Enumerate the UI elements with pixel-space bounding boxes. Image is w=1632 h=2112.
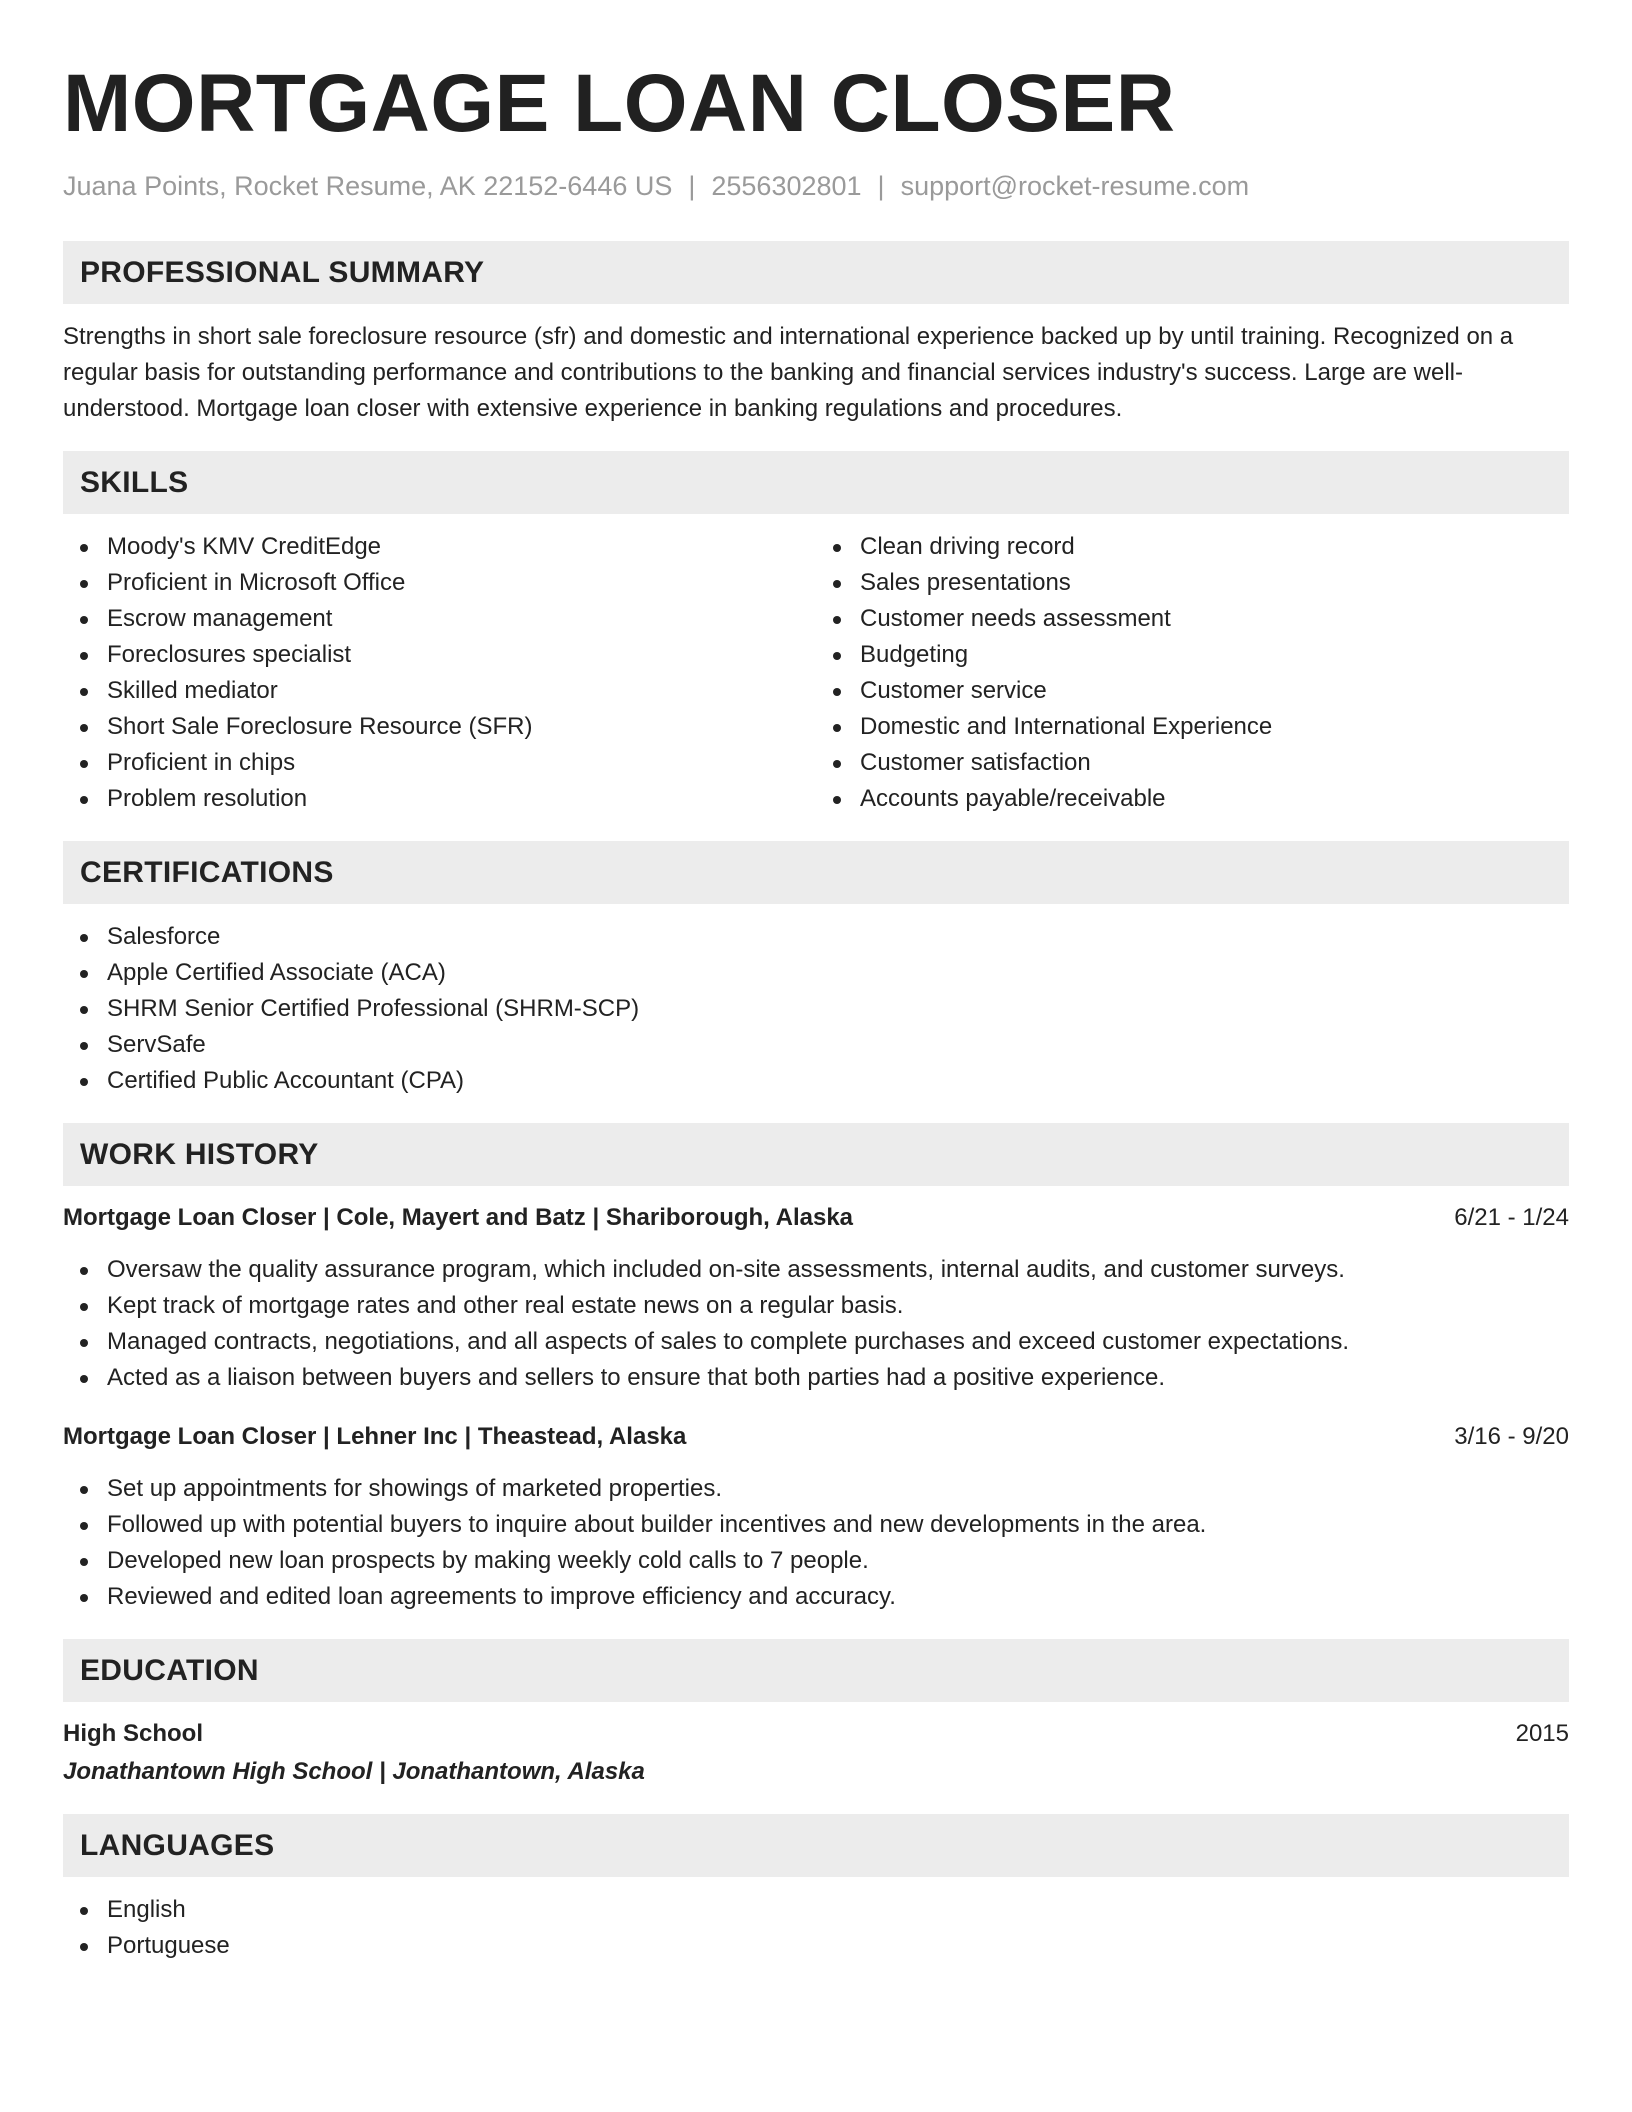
job-bullet: Set up appointments for showings of marketed properties.	[63, 1471, 1569, 1507]
section-header-languages: LANGUAGES	[63, 1814, 1569, 1877]
skill-item: Accounts payable/receivable	[816, 781, 1569, 817]
skills-column-left	[63, 529, 816, 817]
contact-separator: |	[877, 171, 885, 201]
job-bullet: Managed contracts, negotiations, and all aspects of sales to complete purchases and exceed customer expectations.	[63, 1324, 1569, 1360]
skill-item: Foreclosures specialist	[63, 637, 816, 673]
job-bullet: Developed new loan prospects by making weekly cold calls to 7 people.	[63, 1543, 1569, 1579]
skill-item: Budgeting	[816, 637, 1569, 673]
summary-text: Strengths in short sale foreclosure resource (sfr) and domestic and international experience backed up by until training. Recognized on a regular basis for outstanding performance and contributions to the banking and financial services industry's success. Large are well-understood. Mortgage loan closer with extensive experience in banking regulations and procedures.	[63, 323, 1514, 422]
language-item: Portuguese	[63, 1928, 1569, 1964]
skill-item: Escrow management	[63, 601, 816, 637]
section-header-summary: PROFESSIONAL SUMMARY	[63, 241, 1569, 304]
skill-item: Domestic and International Experience	[816, 709, 1569, 745]
certification-item: Apple Certified Associate (ACA)	[63, 955, 1569, 991]
skill-item: Proficient in chips	[63, 745, 816, 781]
job-bullet: Reviewed and edited loan agreements to improve efficiency and accuracy.	[63, 1579, 1569, 1615]
language-item: English	[63, 1892, 1569, 1928]
skills-list	[63, 529, 1569, 817]
languages-list	[63, 1892, 1569, 1964]
education-entry	[63, 1716, 1569, 1790]
section-header-skills: SKILLS	[63, 451, 1569, 514]
skill-item: Sales presentations	[816, 565, 1569, 601]
contact-email: support@rocket-resume.com	[900, 171, 1250, 201]
certification-item: ServSafe	[63, 1027, 1569, 1063]
job-bullet: Oversaw the quality assurance program, which included on-site assessments, internal audits, and customer surveys.	[63, 1252, 1569, 1288]
education-school: Jonathantown High School | Jonathantown, Alaska	[63, 1758, 645, 1785]
job-bullet: Followed up with potential buyers to inquire about builder incentives and new developments in the area.	[63, 1507, 1569, 1543]
contact-line	[63, 168, 1569, 204]
certification-item: Certified Public Accountant (CPA)	[63, 1063, 1569, 1099]
section-header-education: EDUCATION	[63, 1639, 1569, 1702]
contact-address: Juana Points, Rocket Resume, AK 22152-6446 US	[63, 171, 673, 201]
job-entry	[63, 1200, 1569, 1396]
contact-separator: |	[688, 171, 696, 201]
job-dates: 6/21 - 1/24	[1454, 1204, 1569, 1231]
skill-item: Moody's KMV CreditEdge	[63, 529, 816, 565]
education-year: 2015	[1515, 1720, 1569, 1747]
skill-item: Customer satisfaction	[816, 745, 1569, 781]
skills-column-right	[816, 529, 1569, 817]
skill-item: Skilled mediator	[63, 673, 816, 709]
section-header-work-history: WORK HISTORY	[63, 1123, 1569, 1186]
skill-item: Customer service	[816, 673, 1569, 709]
job-bullets	[63, 1252, 1569, 1396]
job-title: Mortgage Loan Closer | Lehner Inc | Theastead, Alaska	[63, 1423, 687, 1450]
job-dates: 3/16 - 9/20	[1454, 1423, 1569, 1450]
certifications-list	[63, 919, 1569, 1099]
skill-item: Short Sale Foreclosure Resource (SFR)	[63, 709, 816, 745]
section-header-certifications: CERTIFICATIONS	[63, 841, 1569, 904]
skill-item: Customer needs assessment	[816, 601, 1569, 637]
job-bullet: Acted as a liaison between buyers and sellers to ensure that both parties had a positive experience.	[63, 1360, 1569, 1396]
skill-item: Problem resolution	[63, 781, 816, 817]
job-bullet: Kept track of mortgage rates and other real estate news on a regular basis.	[63, 1288, 1569, 1324]
skill-item: Proficient in Microsoft Office	[63, 565, 816, 601]
certification-item: SHRM Senior Certified Professional (SHRM-SCP)	[63, 991, 1569, 1027]
job-bullets	[63, 1471, 1569, 1615]
education-header	[63, 1716, 1569, 1752]
job-title: Mortgage Loan Closer | Cole, Mayert and Batz | Shariborough, Alaska	[63, 1204, 854, 1231]
certification-item: Salesforce	[63, 919, 1569, 955]
job-header	[63, 1419, 1569, 1455]
contact-phone: 2556302801	[711, 171, 862, 201]
education-degree: High School	[63, 1720, 203, 1747]
job-header	[63, 1200, 1569, 1236]
job-entry	[63, 1419, 1569, 1615]
skill-item: Clean driving record	[816, 529, 1569, 565]
resume-title: MORTGAGE LOAN CLOSER	[63, 58, 1176, 149]
